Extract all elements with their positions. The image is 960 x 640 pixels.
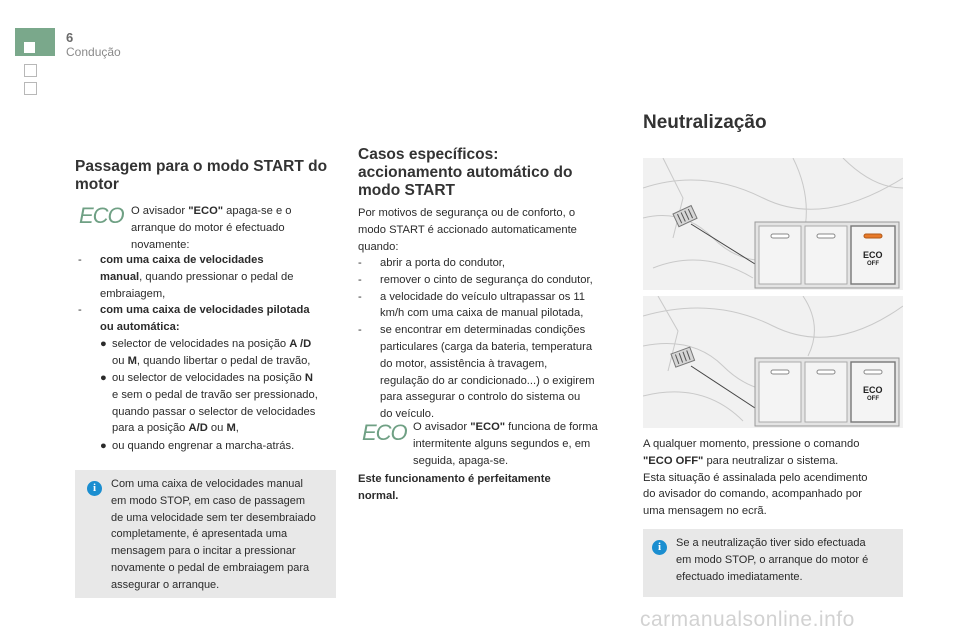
eco-off-button-sublabel: OFF [867, 396, 879, 402]
chapter-tab [15, 28, 55, 56]
eco-off-button-label: ECO [863, 250, 883, 260]
page-number: 6 [66, 30, 74, 45]
eco-indicator-icon: ECO [79, 203, 124, 228]
list-item: - com uma caixa de velocidades manual, quando pressionar o pedal de embraiagem, [78, 254, 294, 300]
section-title-neutral: Neutralização [643, 112, 767, 133]
eco-intro-text: O avisador "ECO" apaga-se e o arranque do motor é efectuado novamente: [131, 205, 292, 251]
dashboard-illustration [643, 296, 903, 428]
chapter-tab-marker [24, 42, 35, 53]
dashboard-drawing [643, 296, 903, 428]
eco-indicator-icon: ECO [362, 420, 407, 445]
info-box-neutral [643, 529, 903, 597]
chapter-marker-empty [24, 64, 37, 77]
info-box-manual [75, 470, 336, 598]
list-item: ● ou quando engrenar a marcha-atrás. [100, 438, 340, 455]
section-title-specific: Casos específicos: accionamento automático do modo START [358, 146, 573, 199]
chapter-marker-empty [24, 82, 37, 95]
list-item: ● selector de velocidades na posição A /D ou M, quando libertar o pedal de travão, [100, 338, 312, 367]
normal-operation-note: Este funcionamento é perfeitamente normal. [358, 473, 551, 502]
list-item: - com uma caixa de velocidades pilotada ou automática: [78, 304, 310, 333]
neutral-body-text: A qualquer momento, pressione o comando "ECO OFF" para neutralizar o sistema. Esta situação é assinalada pelo acendimento do avisador do comando, acompanhado por uma mensagem no ecrã. [643, 438, 868, 518]
list-item: - abrir a porta do condutor, [358, 257, 506, 269]
eco-flash-text: O avisador "ECO" funciona de forma intermitente alguns segundos e, em seguida, apaga-se. [413, 421, 598, 467]
bullet-icon: ● [100, 440, 107, 452]
bullet-icon: ● [100, 372, 107, 384]
info-icon: i [652, 540, 667, 555]
dashboard-illustration [643, 158, 903, 290]
start-conditions-list [78, 252, 338, 452]
specific-conditions-list [358, 255, 628, 421]
section-title-start: Passagem para o modo START do motor [75, 158, 328, 193]
list-item: ● ou selector de velocidades na posição N e sem o pedal de travão ser pressionado, quando passar o selector de velocidades para a posição A/D ou M, [100, 372, 318, 435]
list-item: - se encontrar em determinadas condições particulares (carga da bateria, temperatura do motor, assistência à travagem, regulação do ar condicionado...) o exigirem para assegurar o controlo do sistema ou do veículo. [358, 324, 595, 421]
bullet-icon: ● [100, 338, 107, 350]
chapter-title: Condução [66, 45, 121, 59]
eco-off-button-sublabel: OFF [867, 261, 879, 267]
list-item: - remover o cinto de segurança do condutor, [358, 273, 593, 286]
list-item: - a velocidade do veículo ultrapassar os 11 km/h com uma caixa de manual pilotada, [358, 290, 586, 320]
eco-off-button-label: ECO [863, 385, 883, 395]
info-text: Com uma caixa de velocidades manual em modo STOP, em caso de passagem de uma velocidade sem ter desembraiado completamente, é apresentada uma mensagem para o incitar a pressionar novamente o pedal de embraiagem para assegurar o arranque. [111, 478, 316, 591]
specific-intro: Por motivos de segurança ou de conforto, o modo START é accionado automaticamente quando: [358, 207, 577, 253]
dashboard-drawing [643, 158, 903, 290]
info-text: Se a neutralização tiver sido efectuada em modo STOP, o arranque do motor é efectuado imediatamente. [676, 537, 869, 583]
watermark: carmanualsonline.info [640, 608, 855, 631]
info-icon: i [87, 481, 102, 496]
